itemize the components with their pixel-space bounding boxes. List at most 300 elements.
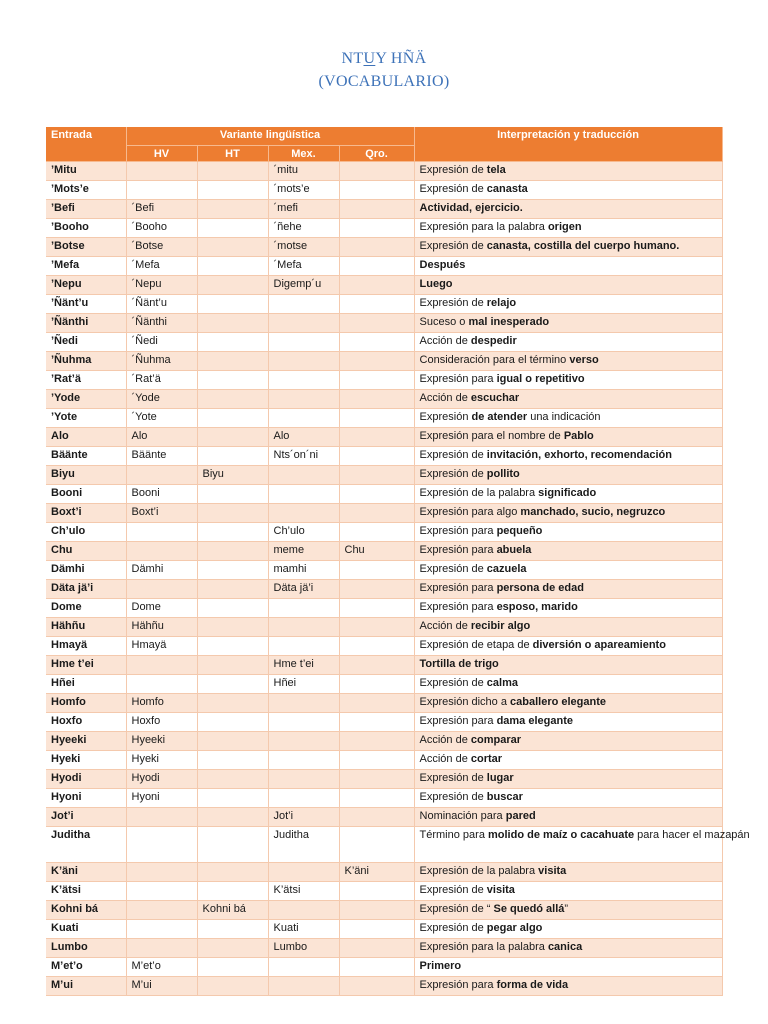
- interpretation-keyword: dama elegante: [496, 715, 573, 727]
- table-row: [46, 808, 722, 827]
- table-row: [46, 352, 722, 371]
- table-row: [46, 409, 722, 428]
- cell-hv: ´Befi: [126, 200, 197, 219]
- cell-hv: [126, 542, 197, 561]
- cell-hv: M’et’o: [126, 958, 197, 977]
- cell-ht: [197, 694, 268, 713]
- cell-mex: Hñei: [268, 675, 339, 694]
- cell-mex: ´mitu: [268, 162, 339, 181]
- cell-qro: [339, 504, 414, 523]
- cell-entrada: Hoxfo: [46, 713, 126, 732]
- table-row: [46, 447, 722, 466]
- cell-entrada: ’Booho: [46, 219, 126, 238]
- header-qro: Qro.: [339, 145, 414, 161]
- interpretation-text: Expresión de: [419, 772, 487, 784]
- cell-qro: [339, 675, 414, 694]
- cell-ht: [197, 371, 268, 390]
- cell-hv: [126, 863, 197, 882]
- cell-hv: ´Nepu: [126, 276, 197, 295]
- cell-hv: Boxt’i: [126, 504, 197, 523]
- table-row: [46, 732, 722, 751]
- interpretation-keyword: despedir: [470, 335, 517, 347]
- cell-ht: [197, 599, 268, 618]
- cell-mex: [268, 390, 339, 409]
- interpretation-text: Nominación para: [419, 810, 506, 822]
- header-ht: HT: [197, 145, 268, 161]
- table-row: [46, 390, 722, 409]
- cell-hv: Dome: [126, 599, 197, 618]
- cell-hv: [126, 827, 197, 863]
- cell-hv: Booni: [126, 485, 197, 504]
- table-row: [46, 599, 722, 618]
- cell-mex: Jot’i: [268, 808, 339, 827]
- interpretation-keyword: Actividad, ejercicio.: [419, 202, 523, 214]
- interpretation-keyword: relajo: [486, 297, 517, 309]
- cell-qro: K’äni: [339, 863, 414, 882]
- interpretation-keyword: invitación, exhorto, recomendación: [486, 449, 672, 461]
- table-row: [46, 466, 722, 485]
- cell-ht: [197, 920, 268, 939]
- document-title: NTUY HÑÄ: [341, 50, 427, 67]
- cell-qro: [339, 732, 414, 751]
- cell-interpretacion: [414, 958, 722, 977]
- cell-ht: [197, 200, 268, 219]
- table-row: [46, 580, 722, 599]
- interpretation-text: Expresión: [419, 411, 472, 423]
- interpretation-text: Expresión de: [419, 240, 487, 252]
- cell-hv: Hyeeki: [126, 732, 197, 751]
- cell-mex: [268, 863, 339, 882]
- cell-hv: [126, 675, 197, 694]
- header-variante: Variante lingüística: [126, 127, 414, 145]
- cell-qro: [339, 656, 414, 675]
- interpretation-keyword: comparar: [470, 734, 522, 746]
- cell-ht: [197, 333, 268, 352]
- cell-ht: [197, 656, 268, 675]
- cell-ht: [197, 504, 268, 523]
- interpretation-text: Expresión de: [419, 791, 487, 803]
- table-row: [46, 618, 722, 637]
- cell-qro: [339, 770, 414, 789]
- table-row: [46, 770, 722, 789]
- cell-ht: [197, 523, 268, 542]
- cell-hv: Hähñu: [126, 618, 197, 637]
- cell-qro: [339, 314, 414, 333]
- interpretation-keyword: pollito: [486, 468, 520, 480]
- interpretation-text: Acción de: [419, 392, 471, 404]
- cell-hv: [126, 580, 197, 599]
- cell-ht: [197, 808, 268, 827]
- cell-mex: Däta jä’i: [268, 580, 339, 599]
- cell-qro: [339, 580, 414, 599]
- cell-qro: [339, 428, 414, 447]
- interpretation-keyword: cazuela: [486, 563, 527, 575]
- interpretation-text: Expresión para: [419, 582, 497, 594]
- cell-qro: [339, 958, 414, 977]
- cell-entrada: ’Botse: [46, 238, 126, 257]
- table-row: [46, 863, 722, 882]
- cell-interpretacion: [414, 751, 722, 770]
- cell-ht: [197, 958, 268, 977]
- cell-ht: [197, 827, 268, 863]
- cell-qro: [339, 561, 414, 580]
- cell-interpretacion: [414, 257, 722, 276]
- interpretation-text: Expresión de: [419, 468, 487, 480]
- interpretation-keyword: Luego: [419, 278, 453, 290]
- cell-qro: [339, 920, 414, 939]
- cell-entrada: Bäänte: [46, 447, 126, 466]
- cell-qro: [339, 485, 414, 504]
- interpretation-keyword: abuela: [496, 544, 532, 556]
- cell-interpretacion: [414, 295, 722, 314]
- cell-ht: [197, 162, 268, 181]
- cell-entrada: Hähñu: [46, 618, 126, 637]
- interpretation-keyword: verso: [569, 354, 599, 366]
- cell-hv: ´Rat’ä: [126, 371, 197, 390]
- interpretation-text: Término para: [419, 829, 488, 841]
- cell-mex: Lumbo: [268, 939, 339, 958]
- cell-interpretacion: [414, 789, 722, 808]
- cell-hv: Hyoni: [126, 789, 197, 808]
- table-row: [46, 257, 722, 276]
- cell-mex: [268, 409, 339, 428]
- cell-mex: [268, 713, 339, 732]
- cell-interpretacion: [414, 314, 722, 333]
- interpretation-text: Expresión para: [419, 373, 497, 385]
- table-row: [46, 958, 722, 977]
- cell-entrada: Hme t’ei: [46, 656, 126, 675]
- cell-ht: [197, 939, 268, 958]
- cell-entrada: Biyu: [46, 466, 126, 485]
- interpretation-text: Expresión de “: [419, 903, 494, 915]
- interpretation-keyword: escuchar: [470, 392, 520, 404]
- header-hv: HV: [126, 145, 197, 161]
- cell-entrada: Kohni bá: [46, 901, 126, 920]
- cell-mex: ´mefi: [268, 200, 339, 219]
- cell-hv: [126, 656, 197, 675]
- interpretation-keyword: mal inesperado: [468, 316, 550, 328]
- cell-mex: Juditha: [268, 827, 339, 863]
- cell-mex: [268, 789, 339, 808]
- interpretation-text: Expresión de: [419, 677, 487, 689]
- cell-mex: Hme t’ei: [268, 656, 339, 675]
- cell-hv: ´Ñänthi: [126, 314, 197, 333]
- interpretation-text: Expresión para algo: [419, 506, 521, 518]
- cell-hv: Homfo: [126, 694, 197, 713]
- cell-interpretacion: [414, 882, 722, 901]
- cell-qro: [339, 751, 414, 770]
- table-row: [46, 485, 722, 504]
- cell-entrada: ’Yote: [46, 409, 126, 428]
- cell-mex: Digemp´u: [268, 276, 339, 295]
- cell-mex: [268, 504, 339, 523]
- cell-interpretacion: [414, 276, 722, 295]
- cell-interpretacion: [414, 447, 722, 466]
- vocabulary-body: [46, 162, 750, 996]
- cell-qro: [339, 390, 414, 409]
- cell-interpretacion: [414, 485, 722, 504]
- cell-ht: [197, 390, 268, 409]
- cell-qro: [339, 333, 414, 352]
- cell-entrada: ’Befi: [46, 200, 126, 219]
- table-row: [46, 713, 722, 732]
- cell-qro: [339, 939, 414, 958]
- interpretation-text: Acción de: [419, 734, 471, 746]
- interpretation-text: Expresión de etapa de: [419, 639, 533, 651]
- cell-entrada: Däta jä’i: [46, 580, 126, 599]
- cell-entrada: Hyeki: [46, 751, 126, 770]
- cell-hv: ´Booho: [126, 219, 197, 238]
- cell-mex: [268, 770, 339, 789]
- cell-mex: [268, 958, 339, 977]
- interpretation-keyword: lugar: [486, 772, 514, 784]
- cell-entrada: Hyodi: [46, 770, 126, 789]
- cell-entrada: Hñei: [46, 675, 126, 694]
- table-row: [46, 789, 722, 808]
- cell-interpretacion: [414, 542, 722, 561]
- cell-qro: [339, 599, 414, 618]
- cell-qro: [339, 827, 414, 863]
- cell-qro: Chu: [339, 542, 414, 561]
- cell-mex: ´ñehe: [268, 219, 339, 238]
- cell-entrada: ’Nepu: [46, 276, 126, 295]
- cell-interpretacion: [414, 732, 722, 751]
- cell-qro: [339, 789, 414, 808]
- cell-interpretacion: [414, 637, 722, 656]
- cell-mex: ´Mefa: [268, 257, 339, 276]
- cell-entrada: Jot’i: [46, 808, 126, 827]
- cell-mex: [268, 314, 339, 333]
- table-row: [46, 751, 722, 770]
- cell-entrada: Booni: [46, 485, 126, 504]
- cell-mex: [268, 352, 339, 371]
- table-row: [46, 901, 722, 920]
- interpretation-text: Expresión de: [419, 884, 487, 896]
- table-row: [46, 200, 722, 219]
- interpretation-text: Expresión para: [419, 525, 497, 537]
- table-row: [46, 523, 722, 542]
- cell-qro: [339, 219, 414, 238]
- cell-ht: [197, 295, 268, 314]
- interpretation-text: Expresión para: [419, 601, 497, 613]
- cell-interpretacion: [414, 561, 722, 580]
- cell-interpretacion: [414, 523, 722, 542]
- cell-mex: Alo: [268, 428, 339, 447]
- cell-qro: [339, 523, 414, 542]
- cell-ht: [197, 257, 268, 276]
- cell-ht: [197, 219, 268, 238]
- cell-ht: [197, 409, 268, 428]
- cell-entrada: ’Mitu: [46, 162, 126, 181]
- table-row: [46, 542, 722, 561]
- cell-hv: [126, 920, 197, 939]
- cell-qro: [339, 257, 414, 276]
- cell-hv: Hoxfo: [126, 713, 197, 732]
- cell-ht: [197, 882, 268, 901]
- interpretation-text: Expresión dicho a: [419, 696, 511, 708]
- interpretation-text: Acción de: [419, 620, 471, 632]
- cell-entrada: Homfo: [46, 694, 126, 713]
- cell-hv: [126, 523, 197, 542]
- cell-interpretacion: [414, 863, 722, 882]
- cell-interpretacion: [414, 827, 750, 863]
- cell-ht: [197, 977, 268, 996]
- interpretation-keyword: pequeño: [496, 525, 543, 537]
- cell-ht: [197, 447, 268, 466]
- table-row: [46, 371, 722, 390]
- cell-interpretacion: [414, 599, 722, 618]
- cell-entrada: ’Ñänt’u: [46, 295, 126, 314]
- cell-mex: [268, 901, 339, 920]
- cell-ht: [197, 675, 268, 694]
- cell-hv: [126, 882, 197, 901]
- cell-interpretacion: [414, 409, 722, 428]
- cell-entrada: Dämhi: [46, 561, 126, 580]
- cell-hv: [126, 162, 197, 181]
- cell-qro: [339, 637, 414, 656]
- cell-interpretacion: [414, 219, 722, 238]
- cell-qro: [339, 447, 414, 466]
- cell-qro: [339, 808, 414, 827]
- cell-hv: ´Mefa: [126, 257, 197, 276]
- cell-hv: Dämhi: [126, 561, 197, 580]
- cell-ht: [197, 276, 268, 295]
- interpretation-text: Expresión de: [419, 164, 487, 176]
- header-interpretacion: Interpretación y traducción: [414, 127, 722, 162]
- cell-hv: ´Yote: [126, 409, 197, 428]
- table-row: [46, 882, 722, 901]
- interpretation-text: Expresión de: [419, 922, 487, 934]
- cell-ht: [197, 713, 268, 732]
- interpretation-keyword: buscar: [486, 791, 523, 803]
- cell-mex: Ch’ulo: [268, 523, 339, 542]
- interpretation-keyword: canasta, costilla del cuerpo humano.: [486, 240, 680, 252]
- cell-qro: [339, 200, 414, 219]
- cell-hv: [126, 939, 197, 958]
- cell-entrada: M’ui: [46, 977, 126, 996]
- table-row: [46, 428, 722, 447]
- cell-interpretacion: [414, 694, 722, 713]
- interpretation-text: Acción de: [419, 335, 471, 347]
- cell-entrada: Hmayä: [46, 637, 126, 656]
- cell-hv: [126, 466, 197, 485]
- interpretation-keyword: caballero elegante: [510, 696, 607, 708]
- cell-ht: [197, 542, 268, 561]
- cell-mex: meme: [268, 542, 339, 561]
- table-row: [46, 295, 722, 314]
- interpretation-text: Acción de: [419, 753, 471, 765]
- cell-hv: ´Yode: [126, 390, 197, 409]
- cell-interpretacion: [414, 428, 722, 447]
- cell-mex: K’ätsi: [268, 882, 339, 901]
- cell-mex: [268, 694, 339, 713]
- interpretation-keyword: pared: [505, 810, 536, 822]
- interpretation-keyword: Se quedó allá: [493, 903, 565, 915]
- cell-mex: [268, 732, 339, 751]
- table-row: [46, 181, 722, 200]
- cell-ht: [197, 238, 268, 257]
- header-entrada: Entrada: [46, 127, 126, 162]
- cell-hv: ´Botse: [126, 238, 197, 257]
- interpretation-text: Expresión de: [419, 183, 487, 195]
- cell-interpretacion: [414, 656, 722, 675]
- interpretation-text: Expresión de la palabra: [419, 865, 539, 877]
- cell-qro: [339, 466, 414, 485]
- cell-hv: ´Ñedi: [126, 333, 197, 352]
- interpretation-keyword: canasta: [486, 183, 528, 195]
- cell-ht: [197, 561, 268, 580]
- cell-entrada: ’Rat’ä: [46, 371, 126, 390]
- interpretation-keyword: visita: [486, 884, 515, 896]
- cell-interpretacion: [414, 618, 722, 637]
- cell-entrada: ’Ñedi: [46, 333, 126, 352]
- cell-hv: [126, 181, 197, 200]
- document-subtitle: (VOCABULARIO): [318, 73, 450, 90]
- cell-qro: [339, 238, 414, 257]
- cell-hv: Hyodi: [126, 770, 197, 789]
- interpretation-text: Expresión de la palabra: [419, 487, 539, 499]
- interpretation-keyword: tela: [486, 164, 506, 176]
- interpretation-text: Expresión para: [419, 715, 497, 727]
- cell-entrada: Alo: [46, 428, 126, 447]
- table-row: [46, 561, 722, 580]
- cell-ht: [197, 428, 268, 447]
- interpretation-keyword: canica: [547, 941, 583, 953]
- interpretation-suffix: una indicación: [527, 411, 601, 423]
- cell-entrada: Dome: [46, 599, 126, 618]
- cell-entrada: M’et’o: [46, 958, 126, 977]
- interpretation-keyword: pegar algo: [486, 922, 543, 934]
- cell-entrada: Lumbo: [46, 939, 126, 958]
- cell-entrada: K’ätsi: [46, 882, 126, 901]
- interpretation-text: Suceso o: [419, 316, 469, 328]
- cell-entrada: ’Mefa: [46, 257, 126, 276]
- table-row: [46, 977, 722, 996]
- interpretation-keyword: Tortilla de trigo: [419, 658, 499, 670]
- cell-interpretacion: [414, 371, 722, 390]
- cell-qro: [339, 618, 414, 637]
- interpretation-keyword: calma: [486, 677, 518, 689]
- cell-ht: [197, 770, 268, 789]
- cell-ht: Kohni bá: [197, 901, 268, 920]
- cell-mex: [268, 466, 339, 485]
- interpretation-keyword: visita: [538, 865, 567, 877]
- cell-mex: ´motse: [268, 238, 339, 257]
- cell-hv: [126, 808, 197, 827]
- interpretation-text: Expresión para: [419, 979, 497, 991]
- cell-interpretacion: [414, 466, 722, 485]
- table-row: [46, 675, 722, 694]
- cell-ht: [197, 580, 268, 599]
- cell-mex: [268, 618, 339, 637]
- cell-mex: [268, 977, 339, 996]
- cell-interpretacion: [414, 504, 722, 523]
- interpretation-suffix: ”: [564, 903, 569, 915]
- interpretation-keyword: esposo, marido: [496, 601, 578, 613]
- cell-ht: [197, 789, 268, 808]
- table-row: [46, 939, 722, 958]
- cell-ht: [197, 352, 268, 371]
- cell-ht: Biyu: [197, 466, 268, 485]
- table-row: [46, 238, 722, 257]
- interpretation-keyword: manchado, sucio, negruzco: [520, 506, 666, 518]
- interpretation-keyword: significado: [538, 487, 597, 499]
- interpretation-text: Consideración para el término: [419, 354, 570, 366]
- cell-mex: [268, 295, 339, 314]
- cell-qro: [339, 882, 414, 901]
- cell-hv: ´Ñuhma: [126, 352, 197, 371]
- cell-entrada: ’Mots’e: [46, 181, 126, 200]
